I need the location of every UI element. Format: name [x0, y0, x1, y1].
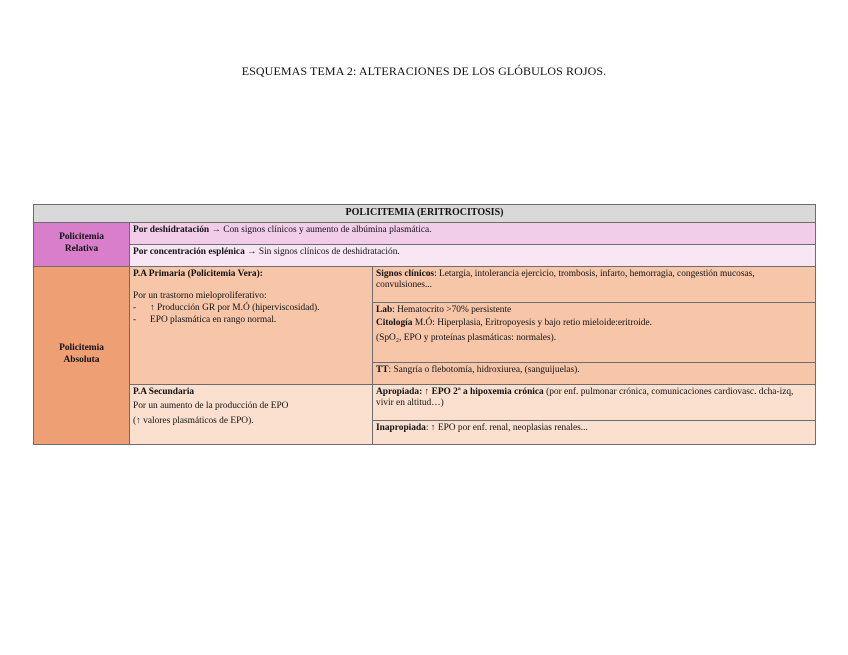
policitemia-table	[33, 204, 816, 445]
secundaria-cell	[130, 384, 373, 444]
primaria-cell	[130, 266, 373, 384]
table-row	[34, 222, 816, 244]
cell-text: → Sin signos clínicos de deshidratación.	[244, 246, 400, 257]
list-dash: -	[133, 303, 137, 313]
table-row	[34, 244, 816, 266]
inapropiada-cell	[373, 420, 816, 444]
signos-clinicos-cell	[373, 266, 816, 302]
cell-bold-text: Inapropiada	[376, 422, 426, 433]
list-dash: -	[133, 314, 137, 325]
secundaria-line: (↑ valores plasmáticos de EPO).	[133, 416, 254, 426]
secundaria-title: P.A Secundaria	[133, 386, 195, 397]
policitemia-absoluta-label	[34, 266, 130, 444]
table-row	[34, 384, 816, 420]
cell-bold-text: Por deshidratación	[133, 224, 210, 235]
concentracion-esplenica-cell	[130, 244, 816, 266]
cell-bold-text: Citología	[376, 318, 413, 329]
apropiada-cell	[373, 384, 816, 420]
cell-bold-text: TT	[376, 364, 389, 375]
cell-text: M.Ó: Hiperplasia, Eritropoyesis y bajo retio mieloide:eritroide.	[412, 318, 652, 329]
cell-text: : Sangría o flebotomía, hidroxiurea, (sanguijuelas).	[388, 364, 580, 375]
cell-text: : Letargia, intolerancia ejercicio, trombosis, infarto, hemorragia, congestión mucosas, convulsiones...	[376, 268, 755, 291]
lab-citologia-cell	[373, 302, 816, 362]
table-header-row	[34, 205, 816, 223]
tratamiento-cell	[373, 362, 816, 384]
label-line: Absoluta	[63, 355, 100, 365]
table-row	[34, 266, 816, 302]
list-item-text: ↑ Producción GR por M.Ó (hiperviscosidad).	[150, 303, 320, 313]
list-item	[133, 303, 369, 315]
cell-text: : ↑ EPO por enf. renal, neoplasias renales...	[425, 422, 588, 433]
cell-bold-text: Lab	[376, 304, 393, 315]
label-line: Policitemia	[59, 343, 104, 354]
cell-bold-text: Signos clínicos	[376, 268, 435, 279]
cell-text: : Hematocrito >70% persistente	[392, 304, 512, 315]
secundaria-line: Por un aumento de la producción de EPO	[133, 401, 289, 412]
cell-text: (SpO₂, EPO y proteínas plasmáticas: normales).	[376, 333, 557, 343]
list-item-text: EPO plasmática en rango normal.	[150, 314, 277, 325]
label-line: Policitemia	[59, 232, 104, 243]
primaria-intro: Por un trastorno mieloproliferativo:	[133, 291, 267, 302]
label-line: Relativa	[64, 244, 99, 254]
deshidratacion-cell	[130, 222, 816, 244]
primaria-title: P.A Primaria (Policitemia Vera):	[133, 268, 263, 279]
cell-bold-text: Apropiada: ↑ EPO 2ª a hipoxemia crónica	[376, 386, 544, 397]
document-title: ESQUEMAS TEMA 2: ALTERACIONES DE LOS GLÓBULOS ROJOS.	[241, 64, 607, 78]
policitemia-relativa-label	[34, 222, 130, 266]
table-header: POLICITEMIA (ERITROCITOSIS)	[34, 205, 816, 223]
cell-bold-text: Por concentración esplénica	[133, 246, 245, 257]
list-item	[133, 315, 369, 327]
cell-text: → Con signos clínicos y aumento de albúmina plasmática.	[209, 224, 432, 235]
cell-text: (por enf. pulmonar crónica, comunicaciones cardiovasc. dcha-izq, vivir en altitud…)	[376, 386, 794, 409]
